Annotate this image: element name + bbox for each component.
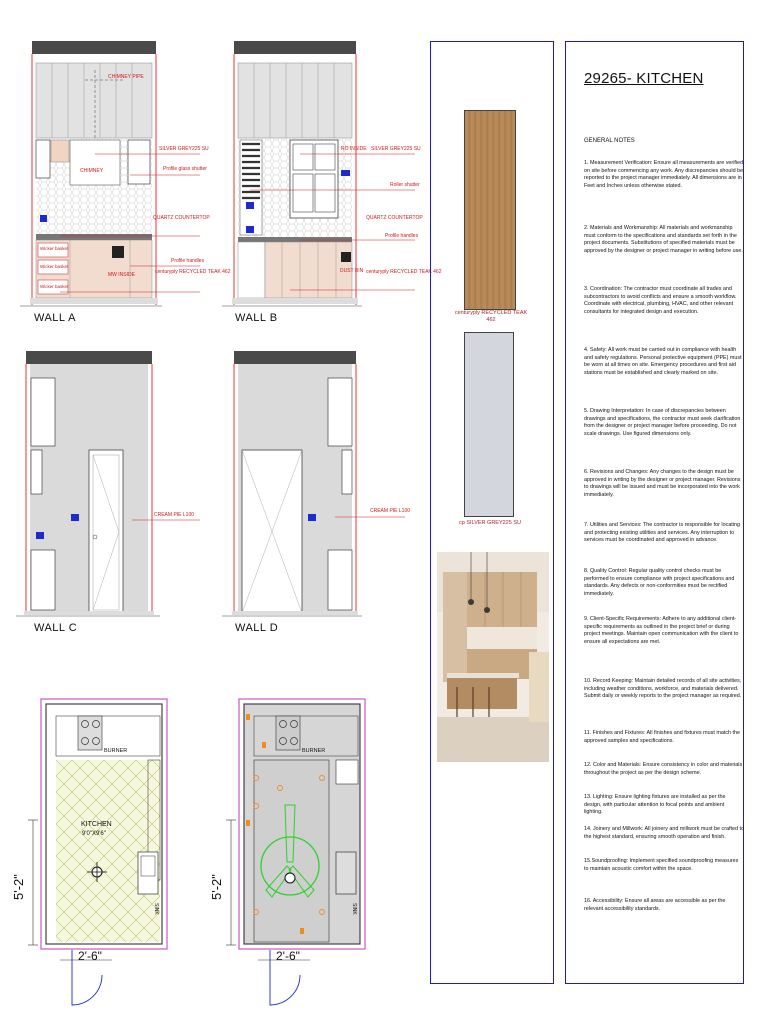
note-11: 11. Finishes and Fixtures: All finishes and fixtures must match the approved samples and specifications. xyxy=(584,730,740,744)
sheet-title: 29265- KITCHEN xyxy=(584,70,704,87)
callout-mw-inside: MW INSIDE xyxy=(108,272,135,278)
wall-c-elevation xyxy=(16,351,200,616)
callout-roller-shutter: Roller shutter xyxy=(390,182,420,188)
note-13: 13. Lighting: Ensure lighting fixtures are installed as per the design, with particular attention to focal points and ambient lighting. xyxy=(584,794,726,816)
callout-dust-bin: DUST BIN xyxy=(340,268,364,274)
note-3: 3. Coordination: The contractor must coordinate all trades and subcontractors to avoid conflicts and ensure a smooth workflow. Coordinate with electrical, plumbing, HVAC, and other relevant consultants for integrated design and execution. xyxy=(584,286,737,315)
callout-chimney: CHIMNEY xyxy=(80,168,104,174)
kitchen-floor-plan xyxy=(11,699,167,1005)
teak-swatch xyxy=(464,110,516,310)
callout-quartz-a: QUARTZ COUNTERTOP xyxy=(153,215,210,221)
wall-d-label: WALL D xyxy=(235,622,279,634)
callout-wicker-1: Wicker basket xyxy=(40,246,69,251)
note-12: 12. Color and Materials: Ensure consistency in color and materials throughout the project as per the design scheme. xyxy=(584,762,743,776)
callout-wicker-2: Wicker basket xyxy=(40,264,69,269)
wall-b-elevation xyxy=(222,41,362,306)
wall-d-elevation xyxy=(222,351,410,616)
teak-swatch-caption: centuryply RECYCLED TEAK 462 xyxy=(454,310,528,323)
plan-dim-door: 2'-6" xyxy=(78,949,102,963)
note-16: 16. Accessibility: Ensure all areas are accessible as per the relevant accessibility standards. xyxy=(584,898,726,912)
callout-quartz-b: QUARTZ COUNTERTOP xyxy=(366,215,423,221)
wall-c-label: WALL C xyxy=(34,622,78,634)
callout-cream-pie-d: CREAM PIE L100 xyxy=(370,508,411,514)
general-notes-panel xyxy=(565,41,744,984)
note-10: 10. Record Keeping: Maintain detailed records of all site activities, including weather conditions, workforce, and materials delivered. Submit daily or weekly reports to the project manager as required. xyxy=(584,678,742,700)
wall-b-label: WALL B xyxy=(235,312,278,324)
rcp-dim-door: 2'-6" xyxy=(276,949,300,963)
kitchen-ceiling-plan xyxy=(209,699,365,1005)
note-14: 14. Joinery and Millwork: All joinery and millwork must be crafted to the highest standard, ensuring smooth operation and finish. xyxy=(584,826,744,840)
rcp-dim-vertical: 5'-2" xyxy=(209,874,224,900)
callout-silver-grey-a: SILVER GREY225 SU xyxy=(159,146,209,152)
note-5: 5. Drawing Interpretation: In case of discrepancies between drawings and specifications, the contractor must seek clarification from the designer or project manager before proceeding. Do not scale drawings. Use figured dimensions only. xyxy=(584,408,741,437)
callout-profile-handles-a: Profile handles xyxy=(171,258,205,264)
plan-burner-label: BURNER xyxy=(104,748,128,754)
materials-panel xyxy=(430,41,554,984)
callout-glass-shutter: Profile glass shutter xyxy=(163,166,207,172)
callout-cream-pie-c: CREAM PIE L100 xyxy=(154,512,195,518)
note-4: 4. Safety: All work must be carried out in compliance with health and safety regulations. Personal protective equipment (PPE) must be worn at all times on site. Emergency procedures and first aid stations must be established and clearly marked on site. xyxy=(584,347,742,376)
note-8: 8. Quality Control: Regular quality control checks must be performed to ensure compliance with project specifications and standards. Any defects or non-conformities must be rectified immediately. xyxy=(584,568,735,597)
note-2: 2. Materials and Workmanship: All materials and workmanship must conform to the specifications and standards set forth in the project documents. Substitutions of specified materials must be approved by the designer or project manager in writing before use. xyxy=(584,225,743,254)
plan-kitchen-size: 9'0"X9'6" xyxy=(82,831,106,837)
silver-swatch-caption: cp SILVER GREY225 SU xyxy=(459,520,521,526)
note-7: 7. Utilities and Services: The contractor is responsible for locating and protecting existing utilities and services. Any interruption to services must be coordinated and approved in advance. xyxy=(584,522,741,544)
wall-a-label: WALL A xyxy=(34,312,76,324)
plan-kitchen-label: KITCHEN xyxy=(81,821,112,828)
note-15: 15.Soundproofing: Implement specified soundproofing measures to maintain acoustic comfort within the space. xyxy=(584,858,739,872)
callout-wicker-3: Wicker basket xyxy=(40,284,69,289)
rcp-sink-label: SINK xyxy=(351,903,357,915)
callout-chimney-pipe: CHIMNEY PIPE xyxy=(108,74,144,80)
plan-sink-label: SINK xyxy=(153,903,159,915)
callout-ro-inside: RO INSIDE xyxy=(341,146,367,152)
callout-centuryply-a: centuryply RECYCLED TEAK 462 xyxy=(155,269,231,275)
notes-heading: GENERAL NOTES xyxy=(584,138,635,144)
note-6: 6. Revisions and Changes: Any changes to the design must be approved in writing by the designer or project manager. Revisions to drawings will be issued and must be incorporated into the work immediately. xyxy=(584,469,741,498)
note-1: 1. Measurement Verification: Ensure all measurements are verified on site before commencing any work. Any discrepancies should be reported to the project manager immediately. All dimensions are in Feet and Inches unless otherwise stated. xyxy=(584,160,744,189)
callout-silver-grey-b: SILVER GREY225 SU xyxy=(371,146,421,152)
callout-centuryply-b: centuryply RECYCLED TEAK 462 xyxy=(366,269,442,275)
silver-swatch xyxy=(464,332,514,517)
rcp-burner-label: BURNER xyxy=(302,748,326,754)
plan-dim-vertical: 5'-2" xyxy=(11,874,26,900)
callout-profile-handles-b: Profile handles xyxy=(385,233,419,239)
kitchen-reference-render xyxy=(437,552,549,762)
note-9: 9. Client-Specific Requirements: Adhere to any additional client-specific requirements as outlined in the project brief or during project meetings. Maintain open communication with the client to ensure all expectations are met. xyxy=(584,616,739,645)
